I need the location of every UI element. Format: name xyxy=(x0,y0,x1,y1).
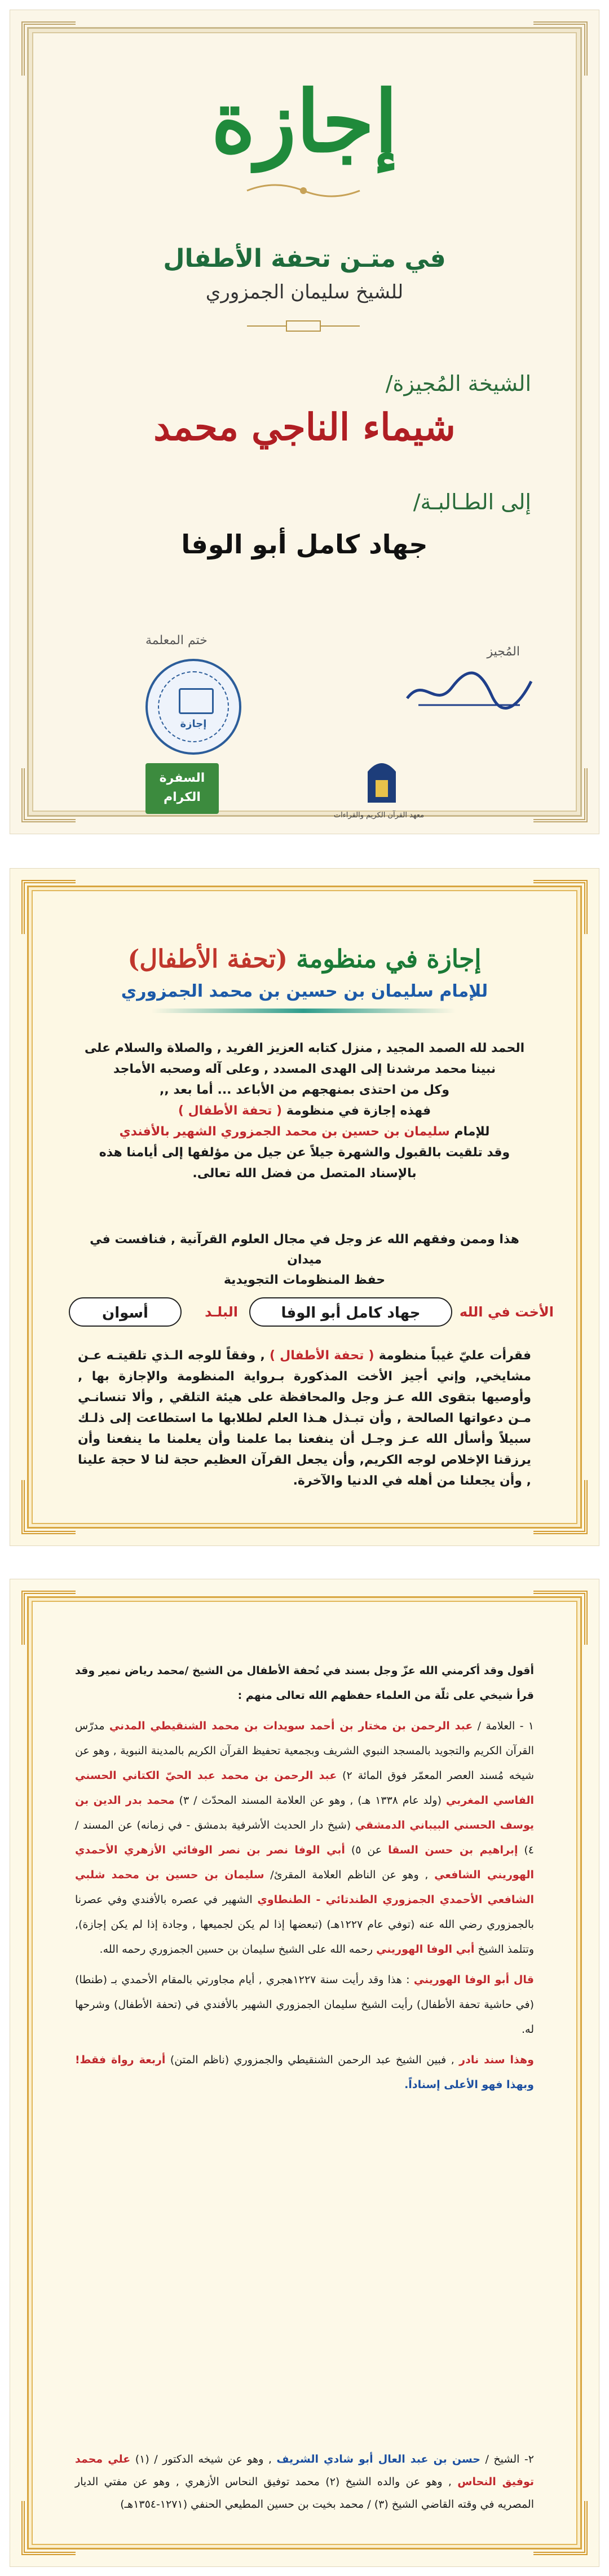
page2-subtitle: للإمام سليمان بن حسين بن محمد الجمزوري xyxy=(121,981,488,1001)
student-fields xyxy=(55,1297,554,1331)
certificate-body: فقرأت عليّ غيباً منظومة ( تحفة الأطفال ) , وفقاً للوجه الـذي تلقيتـه عـن مشايخي, وإني أجيز الأخت المذكورة بـرواية المنظومة والإجازة بها , وأوصيها بتقوى الله عـز وجل والمحافظة على هيئة التلقي , وألا تنسانـي مـن دعواتها الصالحة , وأن تبـذل هـذا العلم لطلابها ما استطاعت إلى ذلـك سبيلاً وأسأل الله عـز وجـل أن ينفعنا بما علمنا وأن يعلمنا ما ينفعنا وأن يرزقنا الإخلاص لوجه الكريم, وأن يجعل القرآن العظيم حجة لنا لا حجة علينا , وأن يجعلنا من أهله في الدنيا والآخرة. xyxy=(78,1349,531,1488)
seal-word: إجازة xyxy=(180,718,207,730)
mid-text: هذا وممن وفقهم الله عز وجل في مجال العلوم القرآنية , فنافست في ميدان حفظ المنظومات التجويدية xyxy=(90,1232,519,1287)
intro-text: الحمد لله الصمد المجيد , منزل كتابه العزيز الفريد , والصلاة والسلام على نبينا محمد مرشدنا إلى الهدى المسدد , وعلى آله وصحبه الأماجد وكل من احتذى بمنهجهم من الأباعد ... أما بعد ,, فهذه إجازة في منظومة ( تحفة الأطفال ) للإمام سليمان بن حسين بن محمد الجمزوري الشهير بالأفندي وقد تلقيت بالقبول والشهرة جيلاً عن جيل من مؤلفها إلى أيامنا هذه بالإسناد المتصل من فضل الله تعالى. xyxy=(84,1041,525,1181)
sanad-text xyxy=(75,1658,534,2103)
corner-ornament xyxy=(21,880,76,934)
corner-ornament xyxy=(533,768,588,822)
sanad-quote: قال أبو الوفا الهوريني : هذا وقد رأيت سنة ١٢٢٧هجري , أيام مجاورتي بالمقام الأحمدي بـ (طنطا) (في حاشية تحفة الأطفال) رأيت الشيخ سليمان الجمزوري الشهير بالأفندي في (تحفة الأطفال) وشرحها له. xyxy=(75,1974,534,2036)
teacher-label: الشيخة المُجيزة/ xyxy=(385,371,531,396)
country-field: أسوان xyxy=(69,1297,182,1327)
student-name: جهاد كامل أبو الوفا xyxy=(181,529,428,560)
seal-label: ختم المعلمة xyxy=(145,633,208,648)
divider xyxy=(151,1009,456,1013)
institute-logo-icon xyxy=(362,755,401,805)
mujiz-label: المُجيز xyxy=(487,645,520,659)
certificate-cover xyxy=(10,10,599,834)
teacher-name: شيماء الناجي محمد xyxy=(153,405,456,449)
corner-ornament xyxy=(533,880,588,934)
corner-ornament xyxy=(533,2501,588,2555)
corner-ornament xyxy=(21,1480,76,1534)
book-icon xyxy=(179,688,214,714)
sanad-item-2: ٢- الشيخ / حسن بن عبد العال أبو شادي الشريف , وهو عن شيخه الدكتور / (١) علي محمد توفيق النحاس , وهو عن والده الشيخ (٢) محمد توفيق النحاس الأزهري , وهو عن مفتي الديار المصريه في وقته القاضي الشيخ (٣) / محمد بخيت بن حسين المطيعي الحنفي (١٢٧١-١٣٥٤هـ) xyxy=(75,2453,534,2511)
corner-ornament xyxy=(21,1591,76,1645)
certificate-title: إجازة xyxy=(211,72,398,171)
corner-ornament xyxy=(533,1480,588,1534)
corner-ornament xyxy=(533,21,588,76)
student-name-field: جهاد كامل أبو الوفا xyxy=(249,1297,452,1327)
page2-title: إجازة في منظومة (تحفة الأطفال) xyxy=(127,945,482,974)
sanad-rarity: وهذا سند نادر , فبين الشيخ عبد الرحمن الشنقيطي والجمزوري (ناظم المتن) أربعة رواة فقط! وبهذا فهو الأعلى إسناداً. xyxy=(75,2054,534,2091)
corner-ornament xyxy=(21,768,76,822)
country-label: البلـد xyxy=(205,1304,238,1320)
certificate-text-page xyxy=(10,869,599,1545)
corner-ornament xyxy=(21,21,76,76)
title-ornament-icon xyxy=(241,179,365,202)
institute-caption: معهد القرآن الكريم والقراءات xyxy=(333,811,425,820)
corner-ornament xyxy=(533,1591,588,1645)
flourish-icon xyxy=(247,318,360,334)
sanad-intro: أقول وقد أكرمني الله عزّ وجل بسند في تُحفة الأطفال من الشيخ /محمد رياض نمير وقد قرأ شيخي على ثلّة من العلماء حفظهم الله تعالى منهم : xyxy=(75,1665,534,1702)
safara-logo: السفرة الكرام xyxy=(145,763,219,814)
student-label: إلى الطـالبـة/ xyxy=(413,490,531,514)
sister-label: الأخت في الله xyxy=(459,1304,554,1320)
text-subtitle: في متـن تحفة الأطفال xyxy=(163,244,446,273)
signature-icon xyxy=(401,664,537,715)
sanad-page xyxy=(10,1579,599,2566)
corner-ornament xyxy=(21,2501,76,2555)
teacher-seal xyxy=(145,659,241,755)
author-line: للشيخ سليمان الجمزوري xyxy=(205,281,404,303)
sanad-item-1: ١ - العلامة / عبد الرحمن بن مختار بن أحمد سويدات بن محمد الشنقيطي المدني مدرّس القرآن الكريم والتجويد بالمسجد النبوي الشريف وبجمعية تحفيظ القرآن الكريم بالمدينة النبوية , وهو عن شيخه مُسند العصر المعمّر فوق المائة ٢) عبد الرحمن بن محمد عبد الحيّ الكتاني الحسني الفاسي المغربي (ولد عام ١٣٣٨ هـ) , وهو عن العلامة المسند المحدّث / ٣) محمد بدر الدين بن يوسف الحسني البيباني الدمشقي (شيخ دار الحديث الأشرفية بدمشق - في زمانه) عن المسند / ٤) إبراهيم بن حسن السقا عن ٥) أبي الوفا نصر بن نصر الوفائي الأزهري الأحمدي الهوريني الشافعي , وهو عن الناظم العلامة المقرئ/ سليمان بن حسين بن محمد شلبي الشافعي الأحمدي الجمزوري الطندتائي - الطنطاوي الشهير في عصره بالأفندي وفي عصرنا بالجمزوري رضي الله عنه (توفي عام ١٢٢٧هـ) (تبعضها إذا لم يكن لجميعها , وجادة إذا لم يكن إجازة), وتتلمذ الشيخ أبي الوفا الهوريني رحمه الله على الشيخ سليمان بن حسين الجمزوري رحمه الله. xyxy=(75,1720,535,1956)
